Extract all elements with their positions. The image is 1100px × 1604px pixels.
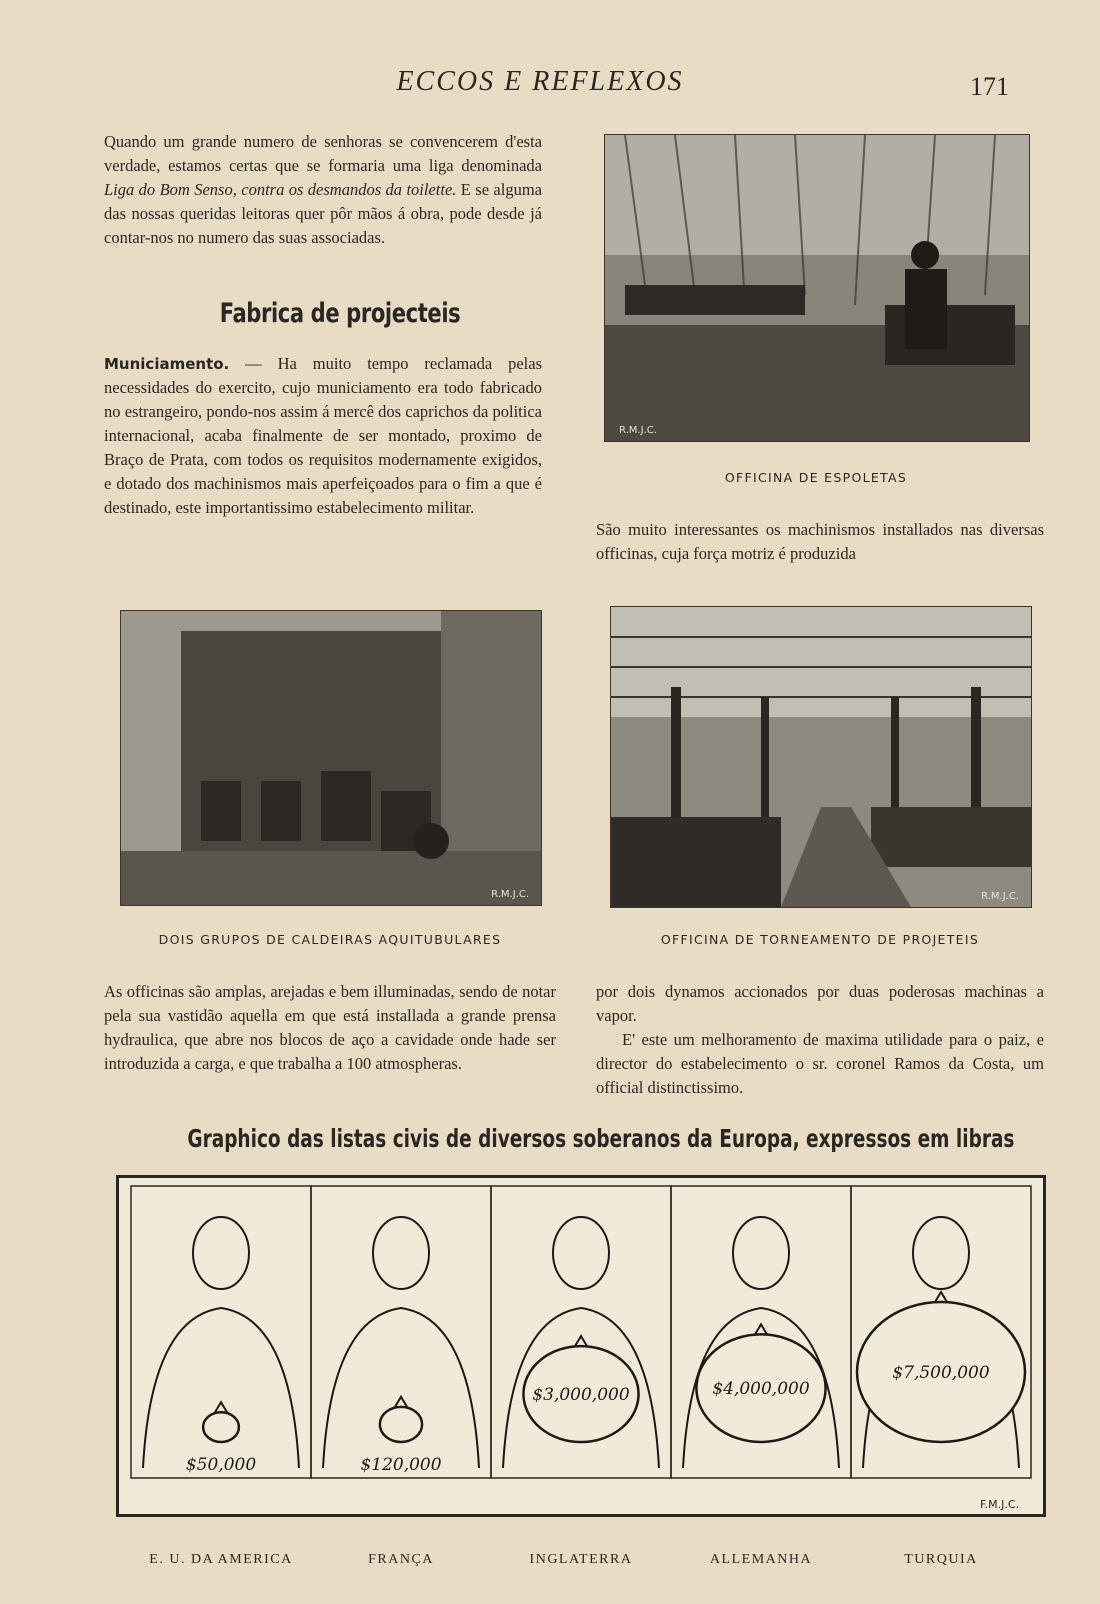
country-label: INGLATERRA: [529, 1552, 633, 1567]
value-label: $3,000,000: [532, 1385, 630, 1406]
caption-officina-espoletas: OFFICINA DE ESPOLETAS: [724, 470, 908, 485]
civil-list-chart: [116, 1175, 1046, 1517]
country-label: ALLEMANHA: [709, 1552, 813, 1567]
country-label: FRANÇA: [368, 1552, 434, 1567]
photo-officina-espoletas: [604, 134, 1030, 442]
article-lead: Municiamento.: [104, 355, 230, 373]
money-bag-knot: [575, 1336, 587, 1346]
figure-head: [193, 1217, 249, 1289]
figure-head: [733, 1217, 789, 1289]
caption-officina-torneamento: OFFICINA DE TORNEAMENTO DE PROJETEIS: [660, 932, 980, 947]
article-paragraph-3: As officinas são amplas, arejadas e bem illuminadas, sendo de notar pela sua vastidão aquella em que está installada a grande prensa hydraulica, que abre nos blocos de aço a cavidade onde hade ser introduzida a carga, e que trabalha a 100 atmospheras.: [104, 982, 556, 1073]
photo-signature: R.M.J.C.: [491, 889, 529, 900]
intro-italic: Liga do Bom Senso, contra os desmandos da toilette.: [104, 180, 457, 199]
money-bag-knot: [215, 1402, 227, 1412]
caption-caldeiras: DOIS GRUPOS DE CALDEIRAS AQUITUBULARES: [158, 932, 502, 947]
money-bag-knot: [755, 1324, 767, 1334]
figure-head: [553, 1217, 609, 1289]
money-bag-knot: [935, 1292, 947, 1302]
country-label: E. U. DA AMERICA: [149, 1552, 293, 1567]
figure-head: [373, 1217, 429, 1289]
figure-body: [323, 1308, 479, 1468]
chart-svg: [119, 1178, 1043, 1514]
value-label: $4,000,000: [712, 1379, 810, 1400]
photo-caldeiras: [120, 610, 542, 906]
graphic-title: Graphico das listas civis de diversos soberanos da Europa, expressos em libras: [187, 1124, 1015, 1153]
country-label: TURQUIA: [904, 1552, 978, 1567]
article-heading: Fabrica de projecteis: [219, 298, 461, 329]
article-body-1: — Ha muito tempo reclamada pelas necessidades do exercito, cujo municiamento era todo fabricado no estrangeiro, pondo-nos assim á mercê dos caprichos da politica internacional, acaba finalmente de ser montado, proximo de Braço de Prata, com todos os requisitos modernamente exigidos, e dotado dos machinismos mais aperfeiçoados para o fim a que é destinado, este importantissimo estabelecimento militar.: [104, 354, 542, 517]
intro-text-b: E se alguma das nossas queridas leitoras quer pôr mãos á obra, pode desde já contar-nos no numero das suas associadas.: [104, 180, 542, 247]
article-paragraph-4: [596, 980, 1044, 1100]
photo-signature: R.M.J.C.: [981, 891, 1019, 902]
photo-signature: R.M.J.C.: [619, 425, 657, 436]
intro-paragraph: [104, 130, 542, 250]
value-label: $120,000: [360, 1455, 442, 1475]
article-body-4a: por dois dynamos accionados por duas poderosas machinas a vapor.: [596, 982, 1044, 1025]
value-label: $7,500,000: [892, 1363, 990, 1383]
photo-officina-torneamento: [610, 606, 1032, 908]
running-header: ECCOS E REFLEXOS: [396, 66, 684, 97]
money-bag-bar: [203, 1412, 239, 1442]
money-bag-bar: [380, 1407, 422, 1442]
value-label: $50,000: [185, 1455, 257, 1475]
figure-head: [913, 1217, 969, 1289]
page-number: 171: [970, 72, 1009, 101]
article-body-4b: E' este um melhoramento de maxima utilidade para o paiz, e director do estabelecimento o sr. coronel Ramos da Costa, um official distinctissimo.: [596, 1030, 1044, 1097]
article-paragraph-2: São muito interessantes os machinismos installados nas diversas officinas, cuja força motriz é produzida: [596, 520, 1044, 563]
chart-signature: F.M.J.C.: [980, 1498, 1019, 1511]
money-bag-knot: [395, 1397, 407, 1407]
article-paragraph-1: [104, 352, 542, 520]
figure-body: [143, 1308, 299, 1468]
intro-text-a: Quando um grande numero de senhoras se convencerem d'esta verdade, estamos certas que se formaria uma liga denominada: [104, 132, 542, 175]
